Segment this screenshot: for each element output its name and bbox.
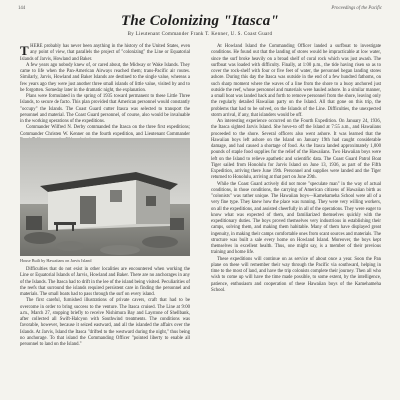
page-number: 144 [18,6,26,11]
paragraph: Commander Wilfred N. Derby commanded the Itasca on the three first expeditions; Commander Christen W. Kenner on the fourth expedition, and Lieutenant Commander [20,125,190,137]
left-column-top [20,44,190,144]
right-column [211,44,381,294]
paragraph-text: HERE probably has never been anything in the history of the United States, even any point of view, that parallels the project of "colonizing" the Line or Equatorial Islands of Jarvis, Howland and Baker. [20,44,190,62]
paragraph: An interesting experience occurred on the Fourth Expedition. On January 24, 1936, the Itasca sighted Jarvis Island. She hove-to off the Island at 7:55 a.m., and Hawaiians proceeded to the shore. Several officers also went ashore. It was learned that the Hawaiian boys left ashore on the Island on January 19th had caught considerable damage, and had caused a shortage of food. As the Itasca landed approximately 1,000 pounds of staple food supplies for the relief of the Hawaiians. Two Hawaiian boys were left on the Island to relieve apathetic and scientific data. The Coast Guard Patrol Boat Tiger sailed from Honolulu for Jarvis Island on June 13, 1936, as part of the Fifth Expedition, arriving there June 19th. Personnel and supplies were landed and the Tiger returned to Honolulu, arriving at that port on June 29th. [211,119,381,181]
paragraph: Plans were formulated in the spring of 1935 toward permanent to these Little Three Islands, to secure de facto. This plan provided that American personnel would constantly "occupy" the Islands. The Coast Guard cutter Itasca was selected to transport the personnel and material. The Coast Guard personnel, of course, also would be invaluable in the working operations of the expeditions. [20,94,190,124]
journal-name: Proceedings of the Pacific [331,6,382,11]
figure-caption: House Built by Hawaiians on Jarvis Island [20,258,92,263]
paragraph: A few years ago nobody knew of, or cared about, the Midway or Wake Islands. They came to life when the Pan-American Airways reached them; trans-Pacific air routes. Similarly, Jarvis, Howland and Baker Islands are destined to the single value, whereas a few years ago they were just another three small islands of little value, visited by and to be forgotten. Someday later in the dramatic night, the explanation. [20,62,190,93]
left-column-bottom [20,267,190,348]
drop-cap: T [20,43,29,58]
paragraph: Difficulties that do not exist in other localities are encountered when working the Line or Equatorial Islands of Jarvis, Howland and Baker. There are no anchorages in any of the Islands. The Itasca had to drift in the lee of the island being visited. Peculiarities of the reefs that surround the islands required persistent care in finding the personnel and materials. The small boats had to pass through the surf on every island. [20,267,190,297]
paragraph [20,44,190,63]
article-title: The Colonizing "Itasca" [121,13,279,29]
paragraph: While the Coast Guard actively did not more "speculate man" in the way of actual conditions, in those conditions, the carrying of American citizens of Hawaiian birth as "colonists" was rather unique. The Hawaiian boys—Kamehameha School were all of a very fine type. They knew how the place was running. They were very willing workers, on all the expeditions, and assisted cheerfully in all of the operations. They were eager to know what was expected of them, and familiarized themselves quickly with the expeditionary duties. The boys proved themselves very industrious in establishing their camps, solving them, and making them habitable. Many of them have displayed great ingenuity, in making their camps comfortable ones from scant sources and materials. The structure was built a sale every home on Howland Island. Moreover, the boys kept themselves in excellent health. Thus, one might say, is a member of their previous training and home life. [211,181,381,256]
paragraph: These expeditions will continue on as service of about once a year. Soon the Pan plane on these will remember their way through the Pacific via southward, helping in time to the most of land, and have the trip colonists complete their journey. Then all who wish to come up will have the time made possible, to some extent, by the intelligence, patience, enthusiasm and cooperation of these Hawaiian boys of the Kamehameha School. [211,256,381,293]
article-byline: By Lieutenant Commander Frank T. Kenner, U. S. Coast Guard [127,32,273,37]
paragraph: The first careful, furnished illustrations of private cavers, craft that had to be overcome in order to bring success to the venture. The Itasca cruised. The Line at 9:00 a.m., March 27, stopping briefly to receive Nishimura Bay and Laystone of Shellbank, after collected all Swift-Halcyon with Southwind treatments. The conditions was favorable, however, because it seized eastward, and all the islanded the affairs over the Islands. At Jarvis, Island the Itasca "drifted to the westward during the night," thus being no anchorage. To that island the Commanding Officer "pointed liberty to enable all personnel to land on the Island." [20,298,190,347]
hut-photo-illustration [20,138,190,256]
paragraph: At Howland Island the Commanding Officer landed a surfboat to investigate conditions. He found out that the landing of stores would be impracticable at low water, since the surf broke heavily on a broad shelf of coral rock which was just awash. The surfboat was loaded with difficulty. Finally, at 1:00 p.m., the tide having risen so as to cover the rock-shelf with four or five feet of water, the personnel began landing stores ashore. During this day the Itasca was outside in the end of a few hundred fathoms, on such sharp moment where the waves of a line from the shore to a buoy anchored just outside the reef, whose personnel and materials were hauled ashore. In a similar manner, a small boat was landed back and forth to remove personnel from the shore, leaving only the regularly detailed Hawaiian party on the Island. All that gone on this trip, the problems that had to be solved, on the Islands of the Line. Difficulties, the unexpected storm arrival, if any, that islanders would be off. [211,44,381,118]
figure-photo [20,138,190,256]
